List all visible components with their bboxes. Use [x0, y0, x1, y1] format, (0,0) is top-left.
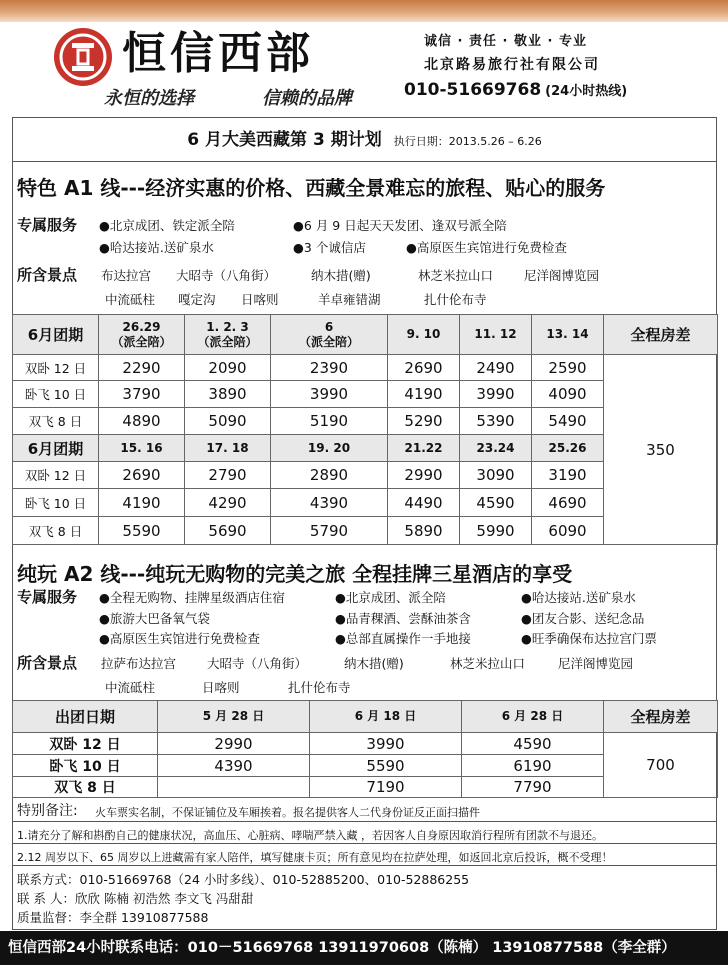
a2-service: ●品青稞酒、尝酥油茶含 — [335, 611, 471, 626]
price: 4890 — [99, 408, 185, 435]
price: 2690 — [99, 462, 185, 489]
date-cell — [99, 315, 185, 355]
date: 25.26 — [532, 435, 604, 462]
price: 4290 — [185, 489, 271, 517]
row-label: 卧飞 10 日 — [13, 381, 99, 408]
price: 5090 — [185, 408, 271, 435]
price: 7790 — [462, 777, 604, 798]
a1-group-label: 6月团期 — [13, 435, 99, 462]
a2-sight: 纳木措(赠) — [344, 656, 404, 671]
date: 11. 12 — [460, 315, 532, 355]
price-empty — [158, 777, 310, 798]
date: 9. 10 — [388, 315, 460, 355]
row-label: 卧飞 10 日 — [13, 489, 99, 517]
brand-logo-icon — [52, 26, 114, 88]
a1-service: ●高原医生宾馆进行免费检查 — [406, 240, 567, 255]
a1-sight: 嘎定沟 — [178, 292, 216, 307]
price: 3090 — [460, 462, 532, 489]
date: 6 月 18 日 — [310, 701, 462, 733]
a2-sight: 扎什伦布寺 — [288, 680, 351, 695]
footer-hotline-bar: 恒信西部24小时联系电话：010－51669768 13911970608（陈楠） 13910877588（李全群） — [0, 931, 728, 965]
row-label: 双飞 8 日 — [13, 408, 99, 435]
row-label: 卧飞 10 日 — [13, 755, 158, 777]
row-label: 双飞 8 日 — [13, 517, 99, 545]
a1-group-label: 6月团期 — [13, 315, 99, 355]
price: 2290 — [99, 355, 185, 381]
contact-people: 联 系 人：欣欣 陈楠 初浩然 李文飞 冯甜甜 — [17, 891, 254, 906]
price: 6190 — [462, 755, 604, 777]
date: 26.29 — [122, 319, 161, 334]
price: 2990 — [158, 733, 310, 755]
date: 13. 14 — [532, 315, 604, 355]
price: 4390 — [158, 755, 310, 777]
price: 3990 — [310, 733, 462, 755]
brand-name: 恒信西部 — [122, 28, 314, 79]
a2-price-table — [12, 700, 718, 798]
a1-sight: 大昭寺（八角街） — [176, 268, 277, 283]
price: 5690 — [185, 517, 271, 545]
plan-dates: 执行日期：2013.5.26 – 6.26 — [393, 135, 542, 148]
price: 3890 — [185, 381, 271, 408]
table-row — [13, 355, 718, 381]
price: 4590 — [460, 489, 532, 517]
a2-sights-label: 所含景点 — [17, 654, 78, 672]
row-label: 双飞 8 日 — [13, 777, 158, 798]
price: 3790 — [99, 381, 185, 408]
a2-room-value: 700 — [604, 733, 718, 798]
a1-sight: 纳木措(赠) — [311, 268, 371, 283]
price: 2790 — [185, 462, 271, 489]
a2-service: ●旺季确保布达拉宫门票 — [521, 631, 657, 646]
price: 5590 — [310, 755, 462, 777]
table-row — [13, 733, 718, 755]
a1-price-table — [12, 314, 718, 545]
price: 4090 — [532, 381, 604, 408]
a1-sight: 中流砥柱 — [105, 292, 156, 307]
company-motto: 诚信 · 责任 · 敬业 · 专业 — [424, 34, 587, 49]
price: 4190 — [388, 381, 460, 408]
row-label: 双卧 12 日 — [13, 355, 99, 381]
top-banner-bar — [0, 0, 728, 22]
price: 7190 — [310, 777, 462, 798]
date-cell — [271, 315, 388, 355]
a2-sight: 中流砥柱 — [105, 680, 156, 695]
date-cell — [185, 315, 271, 355]
date: 23.24 — [460, 435, 532, 462]
price: 4590 — [462, 733, 604, 755]
a1-sight: 日喀则 — [241, 292, 279, 307]
quality-supervisor: 质量监督：李全群 13910877588 — [17, 910, 209, 925]
notes-line: 1.请充分了解和斟酌自己的健康状况，高血压、心脏病、哮喘严禁入藏 ，若因客人自身原因取消行程所有团款不与退还。 — [17, 829, 603, 842]
a1-room-value: 350 — [604, 355, 718, 545]
a1-service: ●3 个诚信店 — [293, 240, 366, 255]
divider — [13, 843, 716, 844]
hotline-number: 010-51669768 — [404, 80, 542, 100]
price: 2890 — [271, 462, 388, 489]
a1-sight: 尼洋阁博览园 — [524, 268, 600, 283]
date-note: （派全陪） — [298, 334, 359, 349]
row-label: 双卧 12 日 — [13, 733, 158, 755]
price: 5890 — [388, 517, 460, 545]
price: 4490 — [388, 489, 460, 517]
a2-sight: 大昭寺（八角街） — [207, 656, 308, 671]
price: 2990 — [388, 462, 460, 489]
page-header — [0, 22, 728, 114]
price: 4690 — [532, 489, 604, 517]
date-note: （派全陪） — [111, 334, 172, 349]
date: 15. 16 — [99, 435, 185, 462]
price: 2390 — [271, 355, 388, 381]
notes-label: 特别备注: — [17, 803, 78, 819]
slogan-left: 永恒的选择 — [104, 88, 194, 109]
a2-sight: 日喀则 — [202, 680, 240, 695]
a1-service: ●哈达接站.送矿泉水 — [99, 240, 214, 255]
price: 5490 — [532, 408, 604, 435]
a1-sight: 林芝米拉山口 — [418, 268, 494, 283]
a1-service: ●北京成团、铁定派全陪 — [99, 218, 235, 233]
date: 5 月 28 日 — [158, 701, 310, 733]
price: 5590 — [99, 517, 185, 545]
a1-sight: 扎什伦布寺 — [424, 292, 487, 307]
date-note: （派全陪） — [197, 334, 258, 349]
price: 5990 — [460, 517, 532, 545]
a2-service: ●旅游大巴备氧气袋 — [99, 611, 210, 626]
notes-line: 2.12 周岁以下、65 周岁以上进藏需有家人陪伴，填写健康卡页；所有意见均在拉萨处理，如返回北京后投诉，概不受理！ — [17, 851, 613, 864]
a2-service: ●高原医生宾馆进行免费检查 — [99, 631, 260, 646]
divider — [13, 821, 716, 822]
price: 3190 — [532, 462, 604, 489]
a2-service: ●全程无购物、挂牌星级酒店住宿 — [99, 590, 285, 605]
price: 5390 — [460, 408, 532, 435]
a2-date-label: 出团日期 — [13, 701, 158, 733]
a2-service: ●团友合影、送纪念品 — [521, 611, 645, 626]
a1-room-label: 全程房差 — [604, 315, 718, 355]
price: 2590 — [532, 355, 604, 381]
price: 2490 — [460, 355, 532, 381]
row-label: 双卧 12 日 — [13, 462, 99, 489]
a2-service: ●北京成团、派全陪 — [335, 590, 446, 605]
a2-date-row — [13, 701, 718, 733]
divider — [13, 865, 716, 866]
a2-room-label: 全程房差 — [604, 701, 718, 733]
date: 6 月 28 日 — [462, 701, 604, 733]
a1-service-label: 专属服务 — [17, 216, 78, 234]
a2-service-label: 专属服务 — [17, 588, 78, 606]
slogan-right: 信赖的品牌 — [262, 88, 352, 109]
notes-line: 火车票实名制，不保证铺位及车厢挨着。报名提供客人二代身份证反正面扫描件 — [95, 806, 480, 819]
a2-sight: 拉萨布达拉宫 — [101, 656, 177, 671]
date: 21.22 — [388, 435, 460, 462]
contact-methods: 联系方式：010-51669768（24 小时多线）、010-52885200、010-52886255 — [17, 872, 470, 887]
price: 4190 — [99, 489, 185, 517]
a2-sight: 林芝米拉山口 — [450, 656, 526, 671]
a1-date-row — [13, 315, 718, 355]
a1-sight: 羊卓雍错湖 — [318, 292, 381, 307]
a2-service: ●总部直属操作一手地接 — [335, 631, 471, 646]
price: 2090 — [185, 355, 271, 381]
a1-service: ●6 月 9 日起天天发团、逢双号派全陪 — [293, 218, 507, 233]
plan-title: 6 月大美西藏第 3 期计划 — [187, 130, 382, 150]
price: 5290 — [388, 408, 460, 435]
date: 19. 20 — [271, 435, 388, 462]
price: 4390 — [271, 489, 388, 517]
a1-heading: 特色 A1 线---经济实惠的价格、西藏全景难忘的旅程、贴心的服务 — [17, 176, 606, 200]
price: 2690 — [388, 355, 460, 381]
plan-frame — [12, 117, 717, 930]
price: 5790 — [271, 517, 388, 545]
a1-sights-label: 所含景点 — [17, 266, 78, 284]
a1-sight: 布达拉宫 — [101, 268, 152, 283]
price: 3990 — [460, 381, 532, 408]
price: 3990 — [271, 381, 388, 408]
date: 6 — [324, 319, 334, 334]
price: 5190 — [271, 408, 388, 435]
date: 17. 18 — [185, 435, 271, 462]
hotline — [404, 80, 627, 100]
company-name: 北京路易旅行社有限公司 — [424, 57, 600, 73]
date: 1. 2. 3 — [206, 319, 249, 334]
hotline-note: (24小时热线) — [545, 84, 628, 99]
price: 6090 — [532, 517, 604, 545]
a2-sight: 尼洋阁博览园 — [558, 656, 634, 671]
a2-service: ●哈达接站.送矿泉水 — [521, 590, 636, 605]
a2-heading: 纯玩 A2 线---纯玩无购物的完美之旅 全程挂牌三星酒店的享受 — [17, 562, 573, 586]
plan-title-row — [13, 118, 716, 162]
